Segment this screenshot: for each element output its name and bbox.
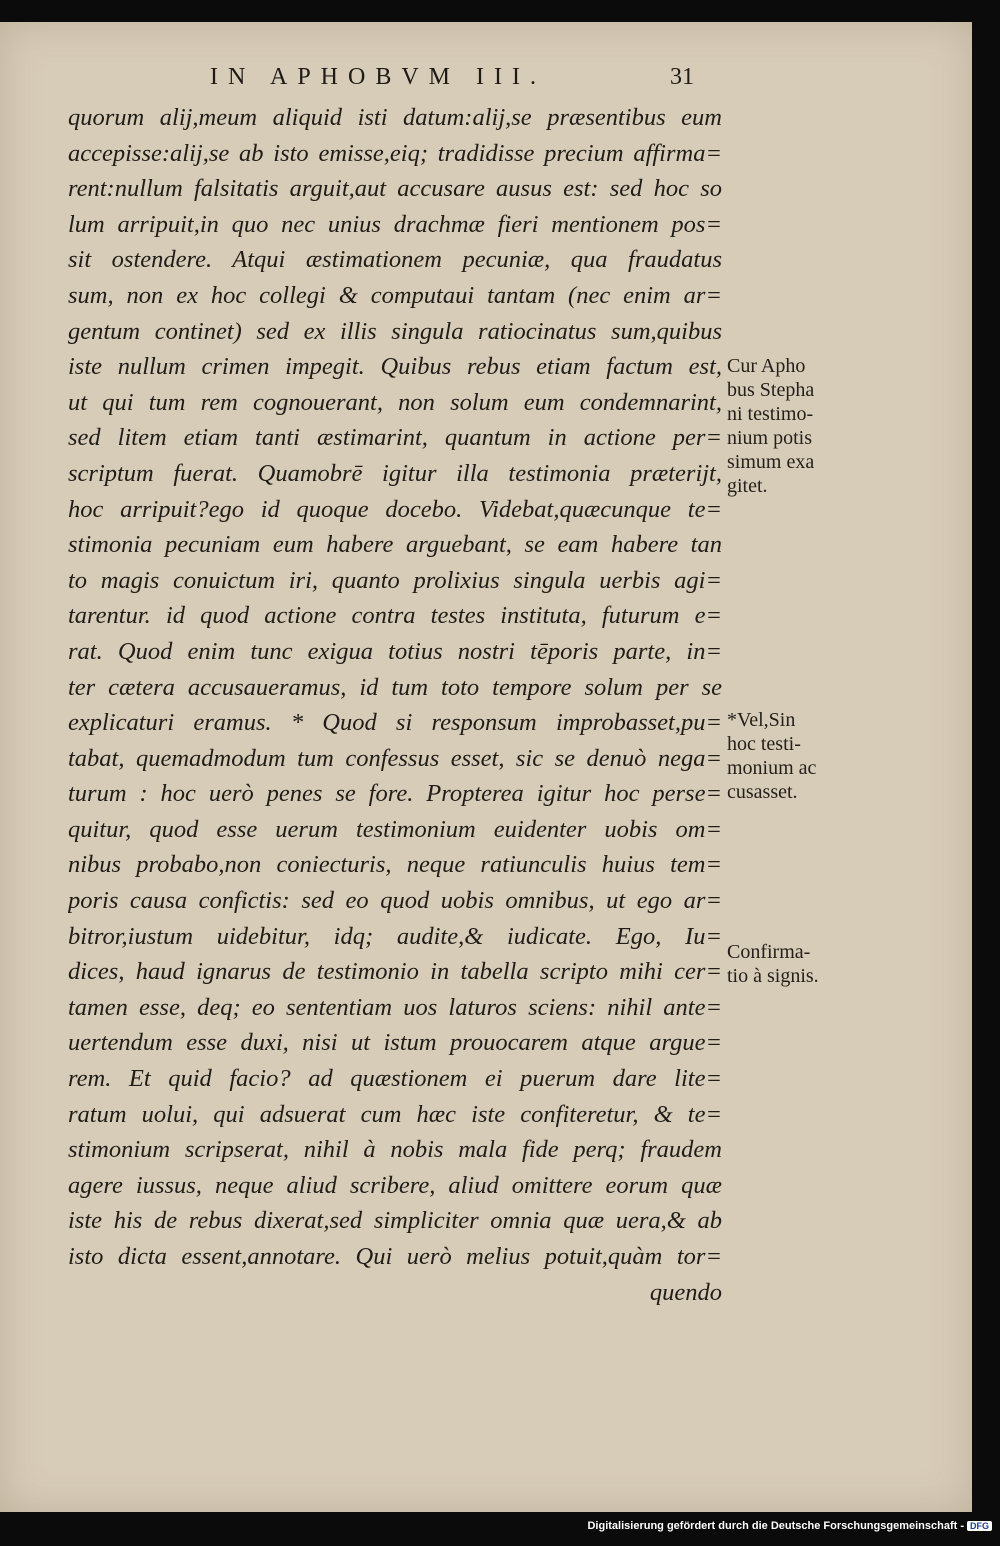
text-line: ut qui tum rem cognouerant, non solum eum condemnarint, (68, 388, 722, 416)
text-line: stimonium scripserat, nihil à nobis mala fide perq; fraudem (68, 1136, 722, 1164)
running-title: IN APHOBVM III. (210, 64, 546, 90)
text-line: explicaturi eramus. * Quod si responsum improbasset,pu= (68, 709, 722, 737)
text-line: scriptum fuerat. Quamobrē igitur illa testimonia præterijt, (68, 459, 722, 487)
note-line: cusasset. (727, 781, 798, 803)
book-page (0, 22, 972, 1512)
text-line: iste nullum crimen impegit. Quibus rebus etiam factum est, (68, 353, 722, 381)
text-line: sed litem etiam tanti æstimarint, quantum in actione per= (68, 424, 722, 452)
note-line: Confirma- (727, 941, 811, 963)
note-line: nium potis (727, 427, 813, 449)
marginal-note-2 (727, 708, 857, 804)
text-line: quorum alij,meum aliquid isti datum:alij,se præsentibus eum (68, 104, 722, 131)
text-line: lum arripuit,in quo nec unius drachmæ fieri mentionem pos= (68, 210, 722, 238)
digitization-credit (587, 1520, 992, 1532)
text-line: bitror,iustum uidebitur, idq; audite,& iudicate. Ego, Iu= (68, 922, 722, 950)
dfg-logo: DFG (967, 1521, 992, 1531)
note-line: monium ac (727, 757, 817, 779)
page-number: 31 (670, 64, 694, 90)
text-line: isto dicta essent,annotare. Qui uerò melius potuit,quàm tor= (68, 1243, 722, 1270)
text-line: rent:nullum falsitatis arguit,aut accusare ausus est: sed hoc so (68, 175, 722, 203)
text-line: uertendum esse duxi, nisi ut istum prouocarem atque argue= (68, 1029, 722, 1057)
text-line: poris causa confictis: sed eo quod uobis omnibus, ut ego ar= (68, 887, 722, 915)
text-line: nibus probabo,non coniecturis, neque ratiunculis huius tem= (68, 851, 722, 879)
text-line: quitur, quod esse uerum testimonium euidenter uobis om= (68, 815, 722, 843)
credit-text: Digitalisierung gefördert durch die Deutsche Forschungsgemeinschaft - (587, 1520, 964, 1532)
note-line: simum exa (727, 451, 815, 473)
text-line: iste his de rebus dixerat,sed simpliciter omnia quæ uera,& ab (68, 1207, 722, 1235)
marginal-note-1 (727, 354, 857, 498)
text-line: sum, non ex hoc collegi & computaui tantam (nec enim ar= (68, 281, 722, 309)
text-line: ratum uolui, qui adsuerat cum hæc iste confiteretur, & te= (68, 1100, 722, 1128)
catchword: quendo (649, 1278, 722, 1306)
note-line: hoc testi- (727, 733, 801, 755)
text-line: accepisse:alij,se ab isto emisse,eiq; tradidisse precium affirma= (68, 139, 722, 167)
text-line: rem. Et quid facio? ad quæstionem ei puerum dare lite= (68, 1065, 722, 1093)
text-line: tabat, quemadmodum tum confessus esset, sic se denuò nega= (68, 744, 722, 772)
note-line: tio à signis. (727, 965, 819, 987)
text-line: dices, haud ignarus de testimonio in tabella scripto mihi cer= (68, 958, 722, 986)
text-line: turum : hoc uerò penes se fore. Propterea igitur hoc perse= (68, 780, 722, 808)
text-line: tamen esse, deq; eo sententiam uos laturos sciens: nihil ante= (68, 993, 722, 1021)
text-line: hoc arripuit?ego id quoque docebo. Videbat,quæcunque te= (68, 495, 722, 523)
text-line: sit ostendere. Atqui æstimationem pecuniæ, qua fraudatus (68, 246, 722, 274)
text-line: to magis conuictum iri, quanto prolixius singula uerbis agi= (68, 566, 722, 594)
text-line: gentum continet) sed ex illis singula ratiocinatus sum,quibus (68, 317, 722, 345)
text-line: stimonia pecuniam eum habere arguebant, se eam habere tan (68, 531, 722, 559)
text-line: agere iussus, neque aliud scribere, aliud omittere eorum quæ (68, 1171, 722, 1199)
note-line: ni testimo- (727, 403, 814, 425)
marginal-note-3 (727, 940, 857, 988)
body-text (68, 100, 722, 1310)
text-line: tarentur. id quod actione contra testes instituta, futurum e= (68, 602, 722, 630)
note-line: Cur Apho (727, 355, 806, 377)
note-line: gitet. (727, 475, 768, 497)
note-line: *Vel,Sin (727, 709, 796, 731)
text-line: rat. Quod enim tunc exigua totius nostri tēporis parte, in= (68, 637, 722, 665)
text-line: ter cætera accusaueramus, id tum toto tempore solum per se (68, 673, 722, 701)
note-line: bus Stepha (727, 379, 815, 401)
